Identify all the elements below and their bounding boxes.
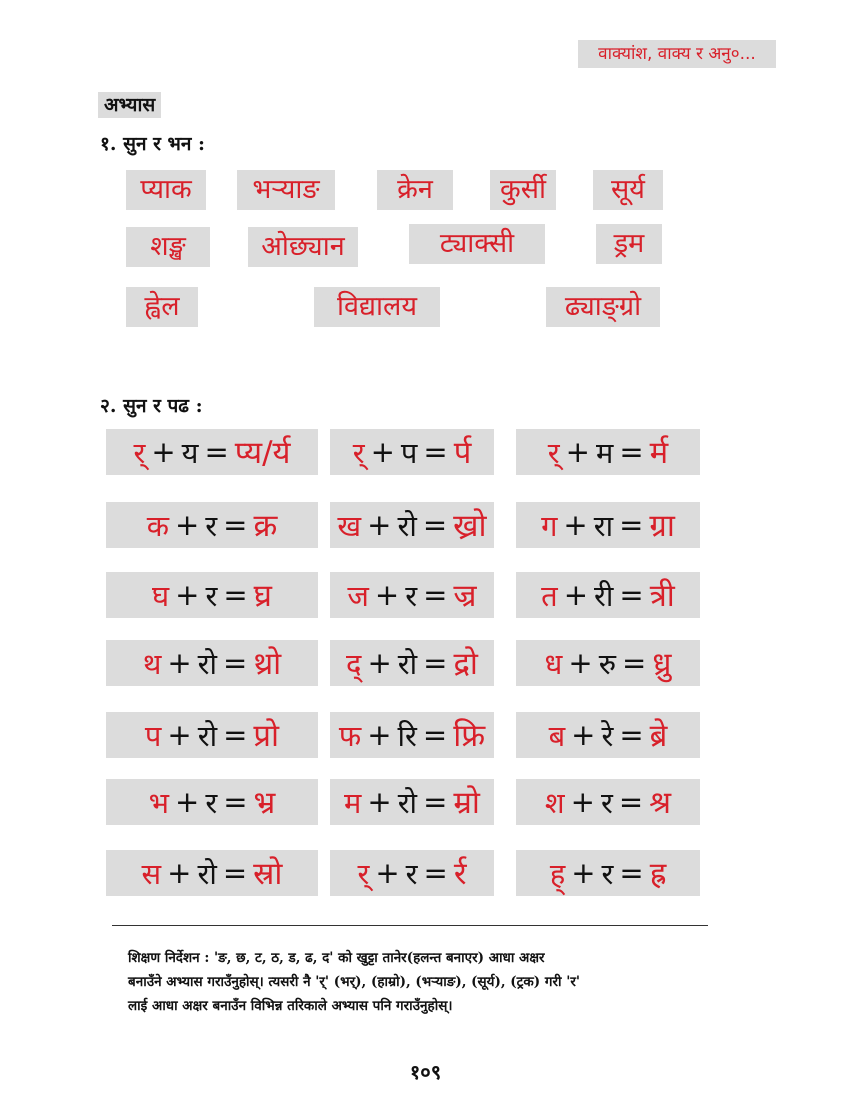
equation-result: ह्र bbox=[649, 856, 667, 892]
equation-card bbox=[516, 850, 700, 896]
plus-sign: + bbox=[370, 435, 395, 469]
equation-card bbox=[516, 572, 700, 618]
equation-result: स्रो bbox=[253, 856, 283, 892]
equation-syllable: म bbox=[595, 435, 614, 470]
equation-syllable: र bbox=[405, 578, 418, 613]
divider bbox=[112, 925, 708, 926]
plus-sign: + bbox=[367, 646, 392, 680]
equals-sign: = bbox=[422, 508, 448, 542]
word-card: शङ्ख bbox=[126, 227, 210, 267]
equation-letter: त bbox=[541, 578, 558, 613]
equation-card bbox=[330, 779, 494, 825]
equation-card bbox=[106, 572, 318, 618]
equation-result: द्रो bbox=[453, 646, 478, 682]
equals-sign: = bbox=[223, 785, 248, 819]
equals-sign: = bbox=[423, 856, 448, 890]
equation-letter: क bbox=[146, 508, 169, 543]
equation-letter: र् bbox=[133, 435, 146, 470]
instruction-line-1: शिक्षण निर्देशन : 'ङ, छ, ट, ठ, ड, ढ, द' को खुट्टा तानेर(हलन्त बनाएर) आधा अक्षर bbox=[128, 950, 545, 966]
plus-sign: + bbox=[151, 435, 176, 469]
equation-letter: ध bbox=[544, 646, 563, 681]
equals-sign: = bbox=[223, 508, 248, 542]
equation-letter: र् bbox=[357, 856, 370, 891]
equals-sign: = bbox=[619, 508, 644, 542]
chapter-label: वाक्यांश, वाक्य र अनु०... bbox=[578, 40, 776, 68]
equation-card bbox=[516, 502, 700, 548]
word-card: प्याक bbox=[126, 170, 206, 210]
equation-card bbox=[106, 712, 318, 758]
equation-card bbox=[106, 850, 318, 896]
equation-letter: र् bbox=[352, 435, 365, 470]
exercise-heading: अभ्यास bbox=[98, 92, 161, 118]
equation-result: थ्रो bbox=[253, 646, 282, 682]
equation-letter: ग bbox=[541, 508, 558, 543]
exercise-2-title: २. सुन र पढ : bbox=[100, 395, 203, 417]
plus-sign: + bbox=[167, 856, 192, 890]
equals-sign: = bbox=[423, 435, 448, 469]
equation-letter: द् bbox=[346, 646, 362, 681]
equation-result: प्य/र्य bbox=[234, 435, 291, 471]
equation-letter: र् bbox=[547, 435, 560, 470]
plus-sign: + bbox=[375, 856, 400, 890]
equation-card bbox=[516, 712, 700, 758]
equation-letter: ज bbox=[347, 578, 369, 613]
equation-card bbox=[516, 779, 700, 825]
equation-syllable: र bbox=[205, 785, 218, 820]
equation-result: ज्र bbox=[453, 578, 477, 614]
equation-syllable: रो bbox=[397, 508, 417, 543]
plus-sign: + bbox=[167, 718, 192, 752]
equation-card bbox=[330, 712, 494, 758]
equation-syllable: री bbox=[594, 578, 614, 613]
plus-sign: + bbox=[571, 718, 596, 752]
exercise-1-title: १. सुन र भन : bbox=[100, 133, 206, 155]
equation-card bbox=[330, 640, 494, 686]
equation-letter: थ bbox=[142, 646, 162, 681]
plus-sign: + bbox=[175, 578, 200, 612]
equation-letter: घ bbox=[152, 578, 170, 613]
equals-sign: = bbox=[204, 435, 229, 469]
equation-result: र्र bbox=[453, 856, 467, 892]
equals-sign: = bbox=[619, 856, 644, 890]
plus-sign: + bbox=[563, 578, 588, 612]
plus-sign: + bbox=[367, 785, 392, 819]
equation-result: म्रो bbox=[453, 785, 480, 821]
equation-syllable: रु bbox=[598, 646, 617, 681]
equation-syllable: रो bbox=[197, 718, 218, 753]
equals-sign: = bbox=[223, 646, 248, 680]
equals-sign: = bbox=[423, 646, 448, 680]
plus-sign: + bbox=[374, 578, 400, 612]
equation-letter: ख bbox=[337, 508, 362, 543]
word-card: ड्रम bbox=[596, 224, 662, 264]
equation-card bbox=[330, 850, 494, 896]
equals-sign: = bbox=[422, 718, 448, 752]
plus-sign: + bbox=[174, 508, 200, 542]
equation-result: त्री bbox=[649, 578, 675, 614]
equation-syllable: प bbox=[400, 435, 418, 470]
teaching-instruction bbox=[128, 946, 718, 1018]
equals-sign: = bbox=[622, 646, 647, 680]
equation-syllable: रो bbox=[197, 856, 217, 891]
equals-sign: = bbox=[223, 578, 248, 612]
word-card: विद्यालय bbox=[314, 287, 440, 327]
plus-sign: + bbox=[571, 856, 596, 890]
equation-syllable: र bbox=[405, 856, 418, 891]
equation-result: क्र bbox=[253, 508, 278, 544]
plus-sign: + bbox=[563, 508, 588, 542]
equation-result: र्म bbox=[649, 435, 669, 471]
plus-sign: + bbox=[167, 646, 192, 680]
equation-letter: फ bbox=[338, 718, 362, 753]
plus-sign: + bbox=[367, 718, 392, 752]
page-number: १०९ bbox=[409, 1060, 442, 1084]
equals-sign: = bbox=[619, 435, 644, 469]
equation-result: श्र bbox=[649, 785, 672, 821]
equals-sign: = bbox=[223, 718, 248, 752]
word-card: ह्वेल bbox=[126, 287, 198, 327]
instruction-line-2: बनाउँने अभ्यास गराउँनुहोस्। त्यसरी नै 'र्' (भर्), (हाम्रो), (भऱ्याङ), (सूर्य), (ट्रक) गरी 'र' bbox=[128, 974, 580, 990]
equation-card bbox=[330, 572, 494, 618]
equation-syllable: र bbox=[600, 785, 613, 820]
equation-syllable: रे bbox=[601, 718, 614, 753]
plus-sign: + bbox=[367, 508, 392, 542]
equation-syllable: र bbox=[205, 578, 218, 613]
equation-card bbox=[106, 779, 318, 825]
equals-sign: = bbox=[423, 785, 448, 819]
equals-sign: = bbox=[222, 856, 248, 890]
plus-sign: + bbox=[568, 646, 593, 680]
equation-result: भ्र bbox=[253, 785, 276, 821]
equation-result: र्प bbox=[453, 435, 472, 471]
word-card: सूर्य bbox=[593, 170, 663, 210]
equation-letter: भ bbox=[148, 785, 170, 820]
word-card: ढ्याङ्ग्रो bbox=[546, 287, 660, 327]
equals-sign: = bbox=[618, 785, 644, 819]
equation-syllable: र bbox=[205, 508, 218, 543]
equation-card bbox=[330, 502, 494, 548]
plus-sign: + bbox=[565, 435, 590, 469]
equation-result: ग्रा bbox=[649, 508, 675, 544]
equation-letter: श bbox=[544, 785, 565, 820]
equation-syllable: र bbox=[601, 856, 614, 891]
word-card: ओछ्यान bbox=[248, 227, 358, 267]
equation-letter: प bbox=[144, 718, 162, 753]
equation-card bbox=[330, 429, 494, 475]
equation-syllable: रो bbox=[397, 646, 418, 681]
equation-card bbox=[106, 502, 318, 548]
equals-sign: = bbox=[619, 718, 644, 752]
equation-syllable: रा bbox=[593, 508, 614, 543]
equation-card bbox=[516, 640, 700, 686]
equation-letter: म bbox=[344, 785, 362, 820]
equation-syllable: रो bbox=[397, 785, 418, 820]
word-card: ट्याक्सी bbox=[409, 224, 545, 264]
word-card: कुर्सी bbox=[490, 170, 556, 210]
equation-syllable: रि bbox=[397, 718, 417, 753]
equation-letter: ब bbox=[548, 718, 566, 753]
plus-sign: + bbox=[570, 785, 595, 819]
equation-letter: ह् bbox=[549, 856, 566, 891]
instruction-line-3: लाई आधा अक्षर बनाउँन विभिन्न तरिकाले अभ्यास पनि गराउँनुहोस्। bbox=[128, 998, 453, 1014]
word-card: क्रेन bbox=[377, 170, 453, 210]
equals-sign: = bbox=[619, 578, 644, 612]
equation-result: ध्रु bbox=[652, 646, 672, 682]
word-card: भऱ्याङ bbox=[237, 170, 335, 210]
equation-result: घ्र bbox=[253, 578, 272, 614]
equation-result: ब्रे bbox=[649, 718, 668, 754]
equation-result: फ्रि bbox=[453, 718, 486, 754]
equation-syllable: रो bbox=[197, 646, 218, 681]
equation-card bbox=[516, 429, 700, 475]
equation-card bbox=[106, 429, 318, 475]
equation-letter: स bbox=[141, 856, 162, 891]
plus-sign: + bbox=[175, 785, 200, 819]
equation-result: प्रो bbox=[253, 718, 280, 754]
equation-card bbox=[106, 640, 318, 686]
equals-sign: = bbox=[423, 578, 448, 612]
equation-syllable: य bbox=[181, 435, 199, 470]
equation-result: ख्रो bbox=[453, 508, 487, 544]
